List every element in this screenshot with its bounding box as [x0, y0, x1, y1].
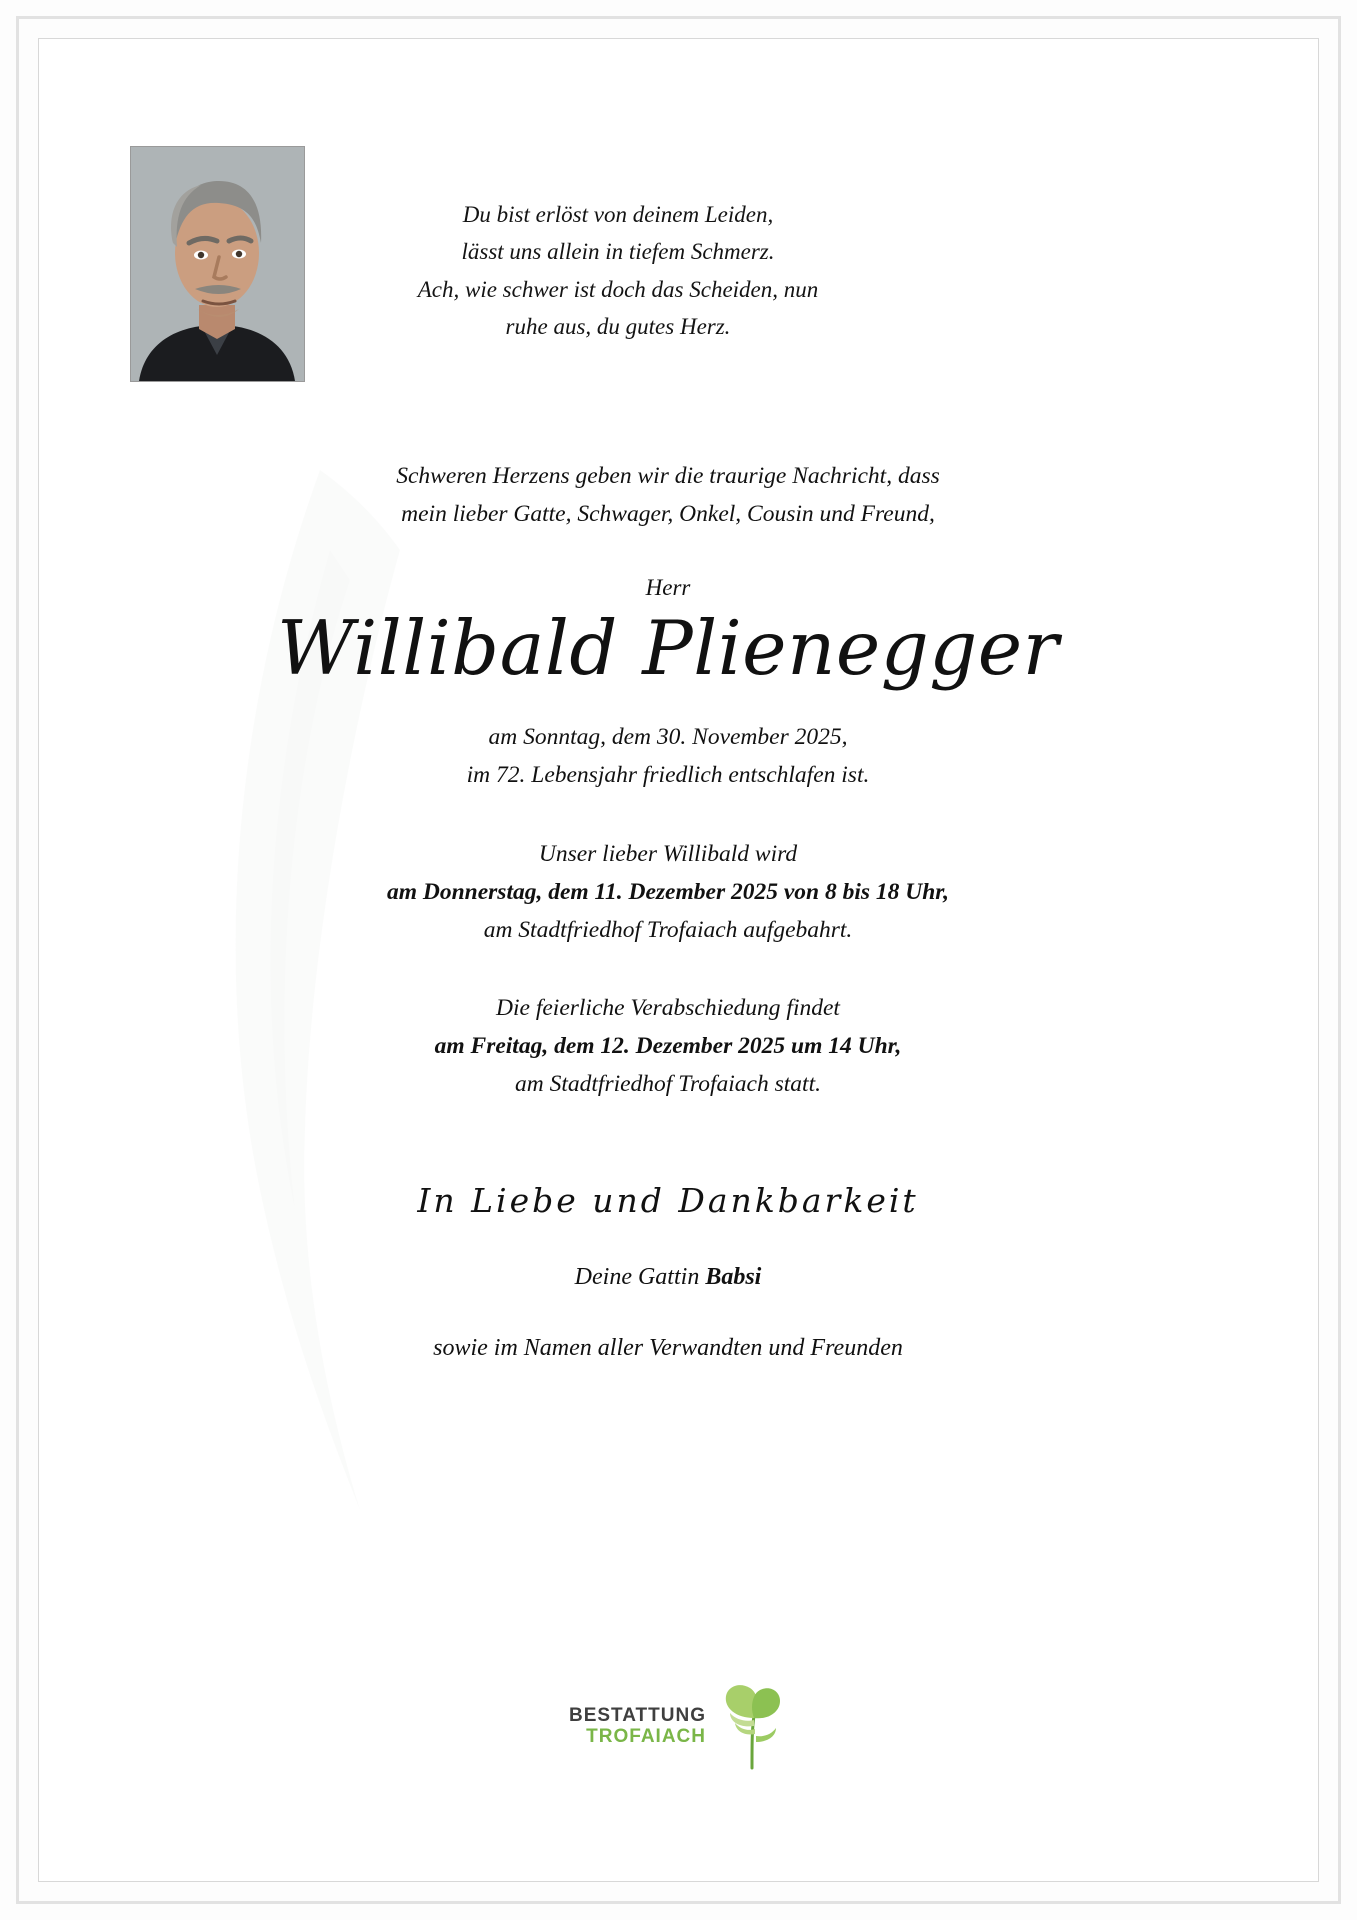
farewell-line-2: am Freitag, dem 12. Dezember 2025 um 14 Uhr,: [434, 1032, 902, 1059]
deceased-name: Willibald Plienegger: [276, 604, 1060, 693]
salutation: Herr: [645, 575, 691, 601]
funeral-home-logo: [38, 1682, 1319, 1770]
death-details: [218, 719, 1118, 794]
announcement-body: [218, 458, 1118, 1362]
farewell-line-3: am Stadtfriedhof Trofaiach statt.: [515, 1070, 821, 1097]
laying-out-line-3: am Stadtfriedhof Trofaiach aufgebahrt.: [483, 916, 853, 943]
verse-line-3: Ach, wie schwer ist doch das Scheiden, nun: [417, 276, 819, 302]
widow-name: Babsi: [705, 1264, 762, 1290]
widow-prefix: Deine Gattin: [574, 1264, 706, 1290]
verse-line-4: ruhe aus, du gutes Herz.: [505, 313, 731, 339]
farewell-line-1: Die feierliche Verabschiedung findet: [496, 994, 840, 1021]
notice-content: [38, 38, 1319, 1882]
closing-phrase: In Liebe und Dankbarkeit: [417, 1181, 919, 1220]
laying-out-line-2: am Donnerstag, dem 11. Dezember 2025 von 8 bis 18 Uhr,: [386, 878, 950, 905]
death-date: am Sonntag, dem 30. November 2025,: [488, 724, 848, 751]
verse-line-1: Du bist erlöst von deinem Leiden,: [462, 202, 774, 227]
logo-line-1: BESTATTUNG: [568, 1704, 706, 1726]
portrait-photo: [130, 146, 305, 382]
memorial-verse: [338, 196, 898, 345]
intro-line-1: Schweren Herzens geben wir die traurige Nachricht, dass: [396, 463, 940, 489]
announcement-intro: [218, 458, 1118, 533]
laying-out-line-1: Unser lieber Willibald wird: [538, 840, 798, 867]
intro-line-2: mein lieber Gatte, Schwager, Onkel, Cousin und Freund,: [401, 500, 935, 527]
logo-line-2: TROFAIACH: [586, 1726, 706, 1747]
verse-line-2: lässt uns allein in tiefem Schmerz.: [461, 239, 775, 265]
death-age: im 72. Lebensjahr friedlich entschlafen ist.: [466, 762, 870, 789]
relatives-line: sowie im Namen aller Verwandten und Freunden: [433, 1335, 903, 1361]
laying-out-details: [218, 835, 1118, 949]
farewell-details: [218, 989, 1118, 1103]
widow-line: [218, 1264, 1118, 1291]
logo-text: [569, 1705, 706, 1748]
ginkgo-leaf-icon: [714, 1682, 788, 1770]
